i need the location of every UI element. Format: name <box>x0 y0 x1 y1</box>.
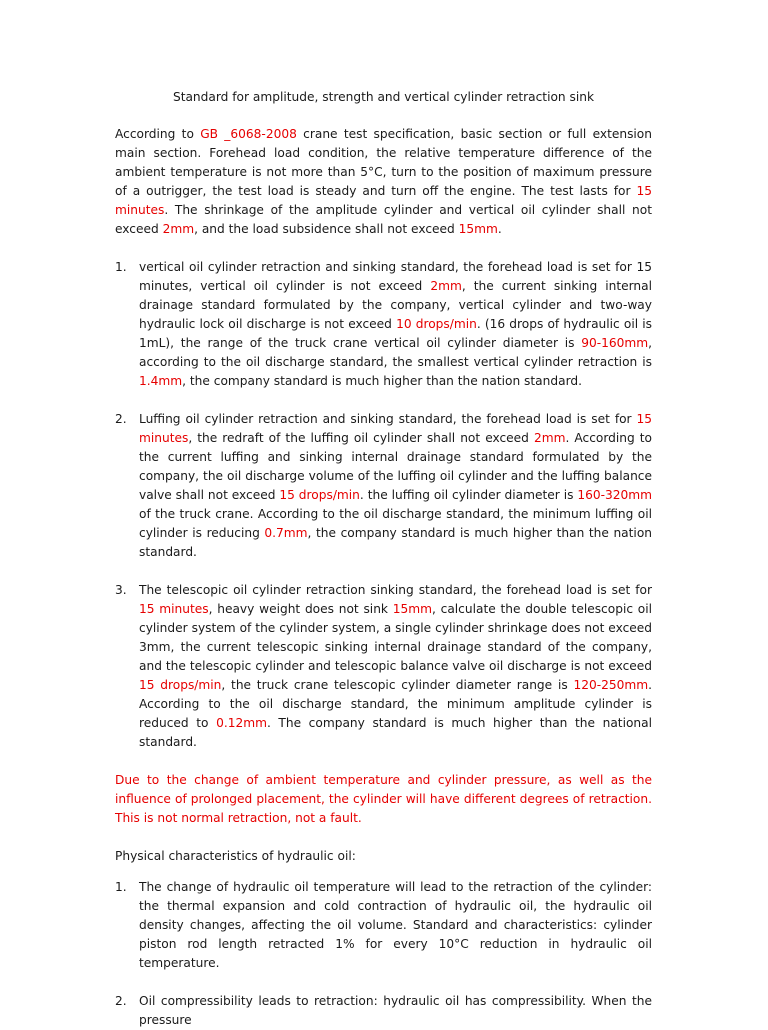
text-run: vertical oil cylinder retraction and sinking standard, the forehead load is set for 15 minutes, vertical oil cylinder is not exceed <box>139 260 652 293</box>
document-page <box>115 88 652 1030</box>
text-run: , calculate the double telescopic oil cylinder system of the cylinder system, a single cylinder shrinkage does not exceed 3mm, the current telescopic sinking internal drainage standard of the company, and the telescopic cylinder and telescopic balance valve oil discharge is not exceed <box>139 602 653 673</box>
list-item-text <box>139 583 652 749</box>
highlighted-value: 2mm <box>430 279 462 293</box>
highlighted-value: 15mm <box>392 602 432 616</box>
highlighted-value: 0.12mm <box>216 716 267 730</box>
highlighted-value: 90-160mm <box>581 336 649 350</box>
text-run: , according to the oil discharge standard, the smallest vertical cylinder retraction is <box>139 336 652 369</box>
physical-item-2 <box>115 992 652 1030</box>
intro-paragraph <box>115 125 652 239</box>
highlighted-value: 15 minutes <box>139 602 209 616</box>
text-run: , the current sinking internal drainage standard formulated by the company, vertical cylinder and two-way hydraulic lock oil discharge is not exceed <box>139 279 653 331</box>
text-run: , the company standard is much higher than the nation standard. <box>139 526 652 559</box>
list-number: 1. <box>115 880 127 895</box>
list-number: 1. <box>115 260 127 274</box>
highlighted-value: 15 minutes <box>115 184 652 217</box>
text-run: . the luffing oil cylinder diameter is <box>359 488 578 502</box>
highlighted-value: 15 drops/min <box>139 678 222 692</box>
highlighted-value: 0.7mm <box>264 526 308 540</box>
list-number: 3. <box>115 583 127 597</box>
text-run: . The company standard is much higher than the national standard. <box>139 716 652 749</box>
highlighted-value: 15 drops/min <box>279 488 360 502</box>
highlighted-value: 120-250mm <box>573 678 649 692</box>
highlighted-value: 2mm <box>162 222 195 236</box>
text-run: . According to the oil discharge standard, the minimum amplitude cylinder is reduced to <box>139 678 652 730</box>
text-run: . <box>497 222 502 236</box>
text-run: crane test specification, basic section or full extension main section. Forehead load condition, the relative temperature difference of the ambient temperature is not more than 5°C, turn to the position of maximum pressure of a outrigger, the test load is steady and turn off the engine. The test lasts for <box>115 127 652 198</box>
physical-list <box>115 878 652 1030</box>
highlighted-value: 1.4mm <box>139 374 183 388</box>
text-run: , and the load subsidence shall not exceed <box>194 222 459 236</box>
text-run: According to <box>115 127 201 141</box>
text-run: . The shrinkage of the amplitude cylinder and vertical oil cylinder shall not exceed <box>115 203 652 236</box>
text-run: , the company standard is much higher than the nation standard. <box>182 374 582 388</box>
highlighted-value: GB _6068-2008 <box>200 127 297 141</box>
list-item-text: The change of hydraulic oil temperature will lead to the retraction of the cylinder: the thermal expansion and cold contraction of hydraulic oil, the hydraulic oil density changes, affecting the oil volume. Standard and characteristics: cylinder piston rod length retracted 1% for every 10°C reduction in hydraulic oil temperature. <box>139 880 652 971</box>
list-item-3 <box>115 581 652 752</box>
list-item-1 <box>115 258 652 391</box>
list-item-text <box>139 260 652 388</box>
list-item-2 <box>115 410 652 562</box>
text-run: The telescopic oil cylinder retraction sinking standard, the forehead load is set for <box>139 583 652 597</box>
text-run: , the truck crane telescopic cylinder diameter range is <box>221 678 574 692</box>
standards-list <box>115 258 652 752</box>
text-run: , the redraft of the luffing oil cylinder shall not exceed <box>188 431 534 445</box>
highlighted-value: 160-320mm <box>577 488 653 502</box>
physical-item-1 <box>115 878 652 973</box>
list-number: 2. <box>115 994 127 1009</box>
document-title: Standard for amplitude, strength and vertical cylinder retraction sink <box>172 90 595 104</box>
text-run: . (16 drops of hydraulic oil is 1mL), the range of the truck crane vertical oil cylinder diameter is <box>139 317 653 350</box>
highlighted-value: 15mm <box>458 222 498 236</box>
text-run: . According to the current luffing and sinking internal drainage standard formulated by the company, the oil discharge volume of the luffing oil cylinder and the luffing balance valve shall not exceed <box>139 431 653 502</box>
highlighted-value: 10 drops/min <box>396 317 477 331</box>
highlighted-value: 15 minutes <box>139 412 652 445</box>
list-item-text: Oil compressibility leads to retraction: hydraulic oil has compressibility. When the pressure <box>139 994 652 1028</box>
text-run: of the truck crane. According to the oil discharge standard, the minimum luffing oil cylinder is reducing <box>139 507 652 540</box>
list-number: 2. <box>115 412 127 426</box>
highlighted-value: 2mm <box>533 431 566 445</box>
text-run: , heavy weight does not sink <box>208 602 393 616</box>
list-item-text <box>139 412 652 559</box>
text-run: Luffing oil cylinder retraction and sinking standard, the forehead load is set for <box>139 412 637 426</box>
warning-paragraph: Due to the change of ambient temperature and cylinder pressure, as well as the influence of prolonged placement, the cylinder will have different degrees of retraction. This is not normal retraction, not a fault. <box>115 773 652 825</box>
physical-characteristics-heading: Physical characteristics of hydraulic oil: <box>115 849 356 863</box>
